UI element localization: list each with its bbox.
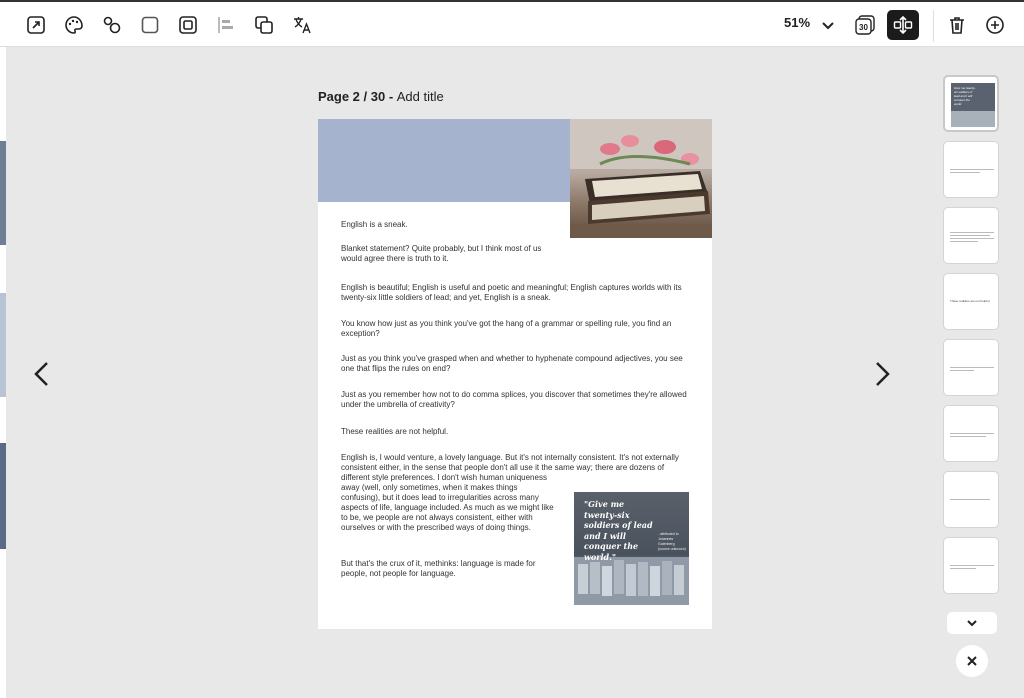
thumbnail-line [950,169,994,170]
quote-image[interactable] [574,492,689,605]
chevron-down-icon[interactable] [818,15,838,35]
page-canvas[interactable] [318,119,712,629]
paragraph-3[interactable]: You know how just as you think you've got the hang of a grammar or spelling rule, you find an exception? [341,319,672,338]
add-icon[interactable] [982,12,1008,38]
page-thumbnail[interactable] [943,207,999,264]
page-thumbnail[interactable] [943,141,999,198]
thumbnail-line [950,367,994,368]
close-button[interactable] [956,645,988,677]
paragraph-7-continued[interactable]: away (well, only sometimes, when it makes things confusing), but it does lead to irregularities across many aspects of life, language included. As much as we might like to be, we people are not always consistent, either with ourselves or with the prescribed ways of doing things. [341,483,554,532]
thumbnail-line [950,238,994,239]
chevron-left-icon[interactable] [32,360,52,388]
thumbnail-line [950,370,974,371]
paragraph-8[interactable]: But that's the crux of it, methinks: language is made for people, not people for language. [341,559,536,578]
thumbnail-line [950,235,990,236]
palette-icon[interactable] [61,12,87,38]
page-thumbnail[interactable] [943,339,999,396]
toolbar-divider [933,10,934,42]
resize-icon[interactable] [23,12,49,38]
add-title-link[interactable]: Add title [396,89,444,104]
shapes-icon[interactable] [99,12,125,38]
paragraph-5[interactable]: Just as you remember how not to do comma splices, you discover that sometimes they're allowed under the umbrella of creativity? [341,390,687,409]
thumbnail-text: These realities are not helpful. [950,299,991,303]
thumbnail-line [950,568,976,569]
page-thumbnail[interactable] [943,537,999,594]
page-thumbnail[interactable] [943,405,999,462]
thumbnail-line [950,433,994,434]
zoom-level[interactable]: 51% [784,15,811,30]
thumbnail-line [950,172,980,173]
translate-icon[interactable] [289,12,315,38]
peek-image [0,443,6,549]
paragraph-6[interactable]: These realities are not helpful. [341,427,449,436]
thumbnail-typeset-block [951,111,995,127]
thumbnail-quote-image [951,83,995,127]
thumbnail-scroll-down-button[interactable] [947,612,997,634]
page-number-label: Page 2 / 30 - [318,89,397,104]
paragraph-7[interactable]: English is, I would venture, a lovely language. But it's not internally consistent. It's not externally consistent either, in the sense that people don't all use it the same way; there are dozens of different style preferences. I don't wish human uniqueness [341,453,679,482]
trash-icon[interactable] [944,12,970,38]
paragraph-1[interactable]: Blanket statement? Quite probably, but I think most of us would agree there is truth to it. [341,244,542,263]
intro-paragraph[interactable]: English is a sneak. [341,220,408,229]
header-color-block[interactable] [318,119,570,202]
page-thumbnail[interactable] [943,75,999,132]
duplicate-icon[interactable] [251,12,277,38]
framed-square-icon[interactable] [175,12,201,38]
thumbnail-line [950,565,994,566]
thumbnail-line [950,232,994,233]
page-thumbnail[interactable] [943,471,999,528]
chevron-down-icon [965,616,979,630]
quote-text: "Give me twenty-six soldiers of lead and I will conquer the world." [584,499,653,562]
thumbnail-text: Give me twenty-six soldiers of lead and I will conquer the world. [954,86,976,106]
paragraph-2[interactable]: English is beautiful; English is useful and poetic and meaningful; English captures worlds with its twenty-six little soldiers of lead; and yet, English is a sneak. [341,283,682,302]
reorder-icon[interactable] [887,10,919,40]
peek-image [0,141,6,245]
peek-image [0,293,6,397]
paragraph-4[interactable]: Just as you think you've grasped when and whether to hyphenate compound adjectives, you see one that flips the rules on end? [341,354,683,373]
thumbnail-line [950,436,986,437]
top-toolbar [0,0,1024,47]
pages-icon[interactable] [852,12,878,38]
thumbnail-line [950,241,978,242]
page-title [318,89,444,104]
chevron-right-icon[interactable] [872,360,892,388]
page-thumbnail[interactable] [943,273,999,330]
align-left-icon[interactable] [213,12,239,38]
previous-page-peek [0,47,6,698]
square-outline-icon[interactable] [137,12,163,38]
page-count-badge: 30 [859,23,868,32]
thumbnail-line [950,499,990,500]
close-icon [965,654,979,668]
quote-attribution: - attributed to Johannes Gutenberg (source unknown) [658,532,686,551]
